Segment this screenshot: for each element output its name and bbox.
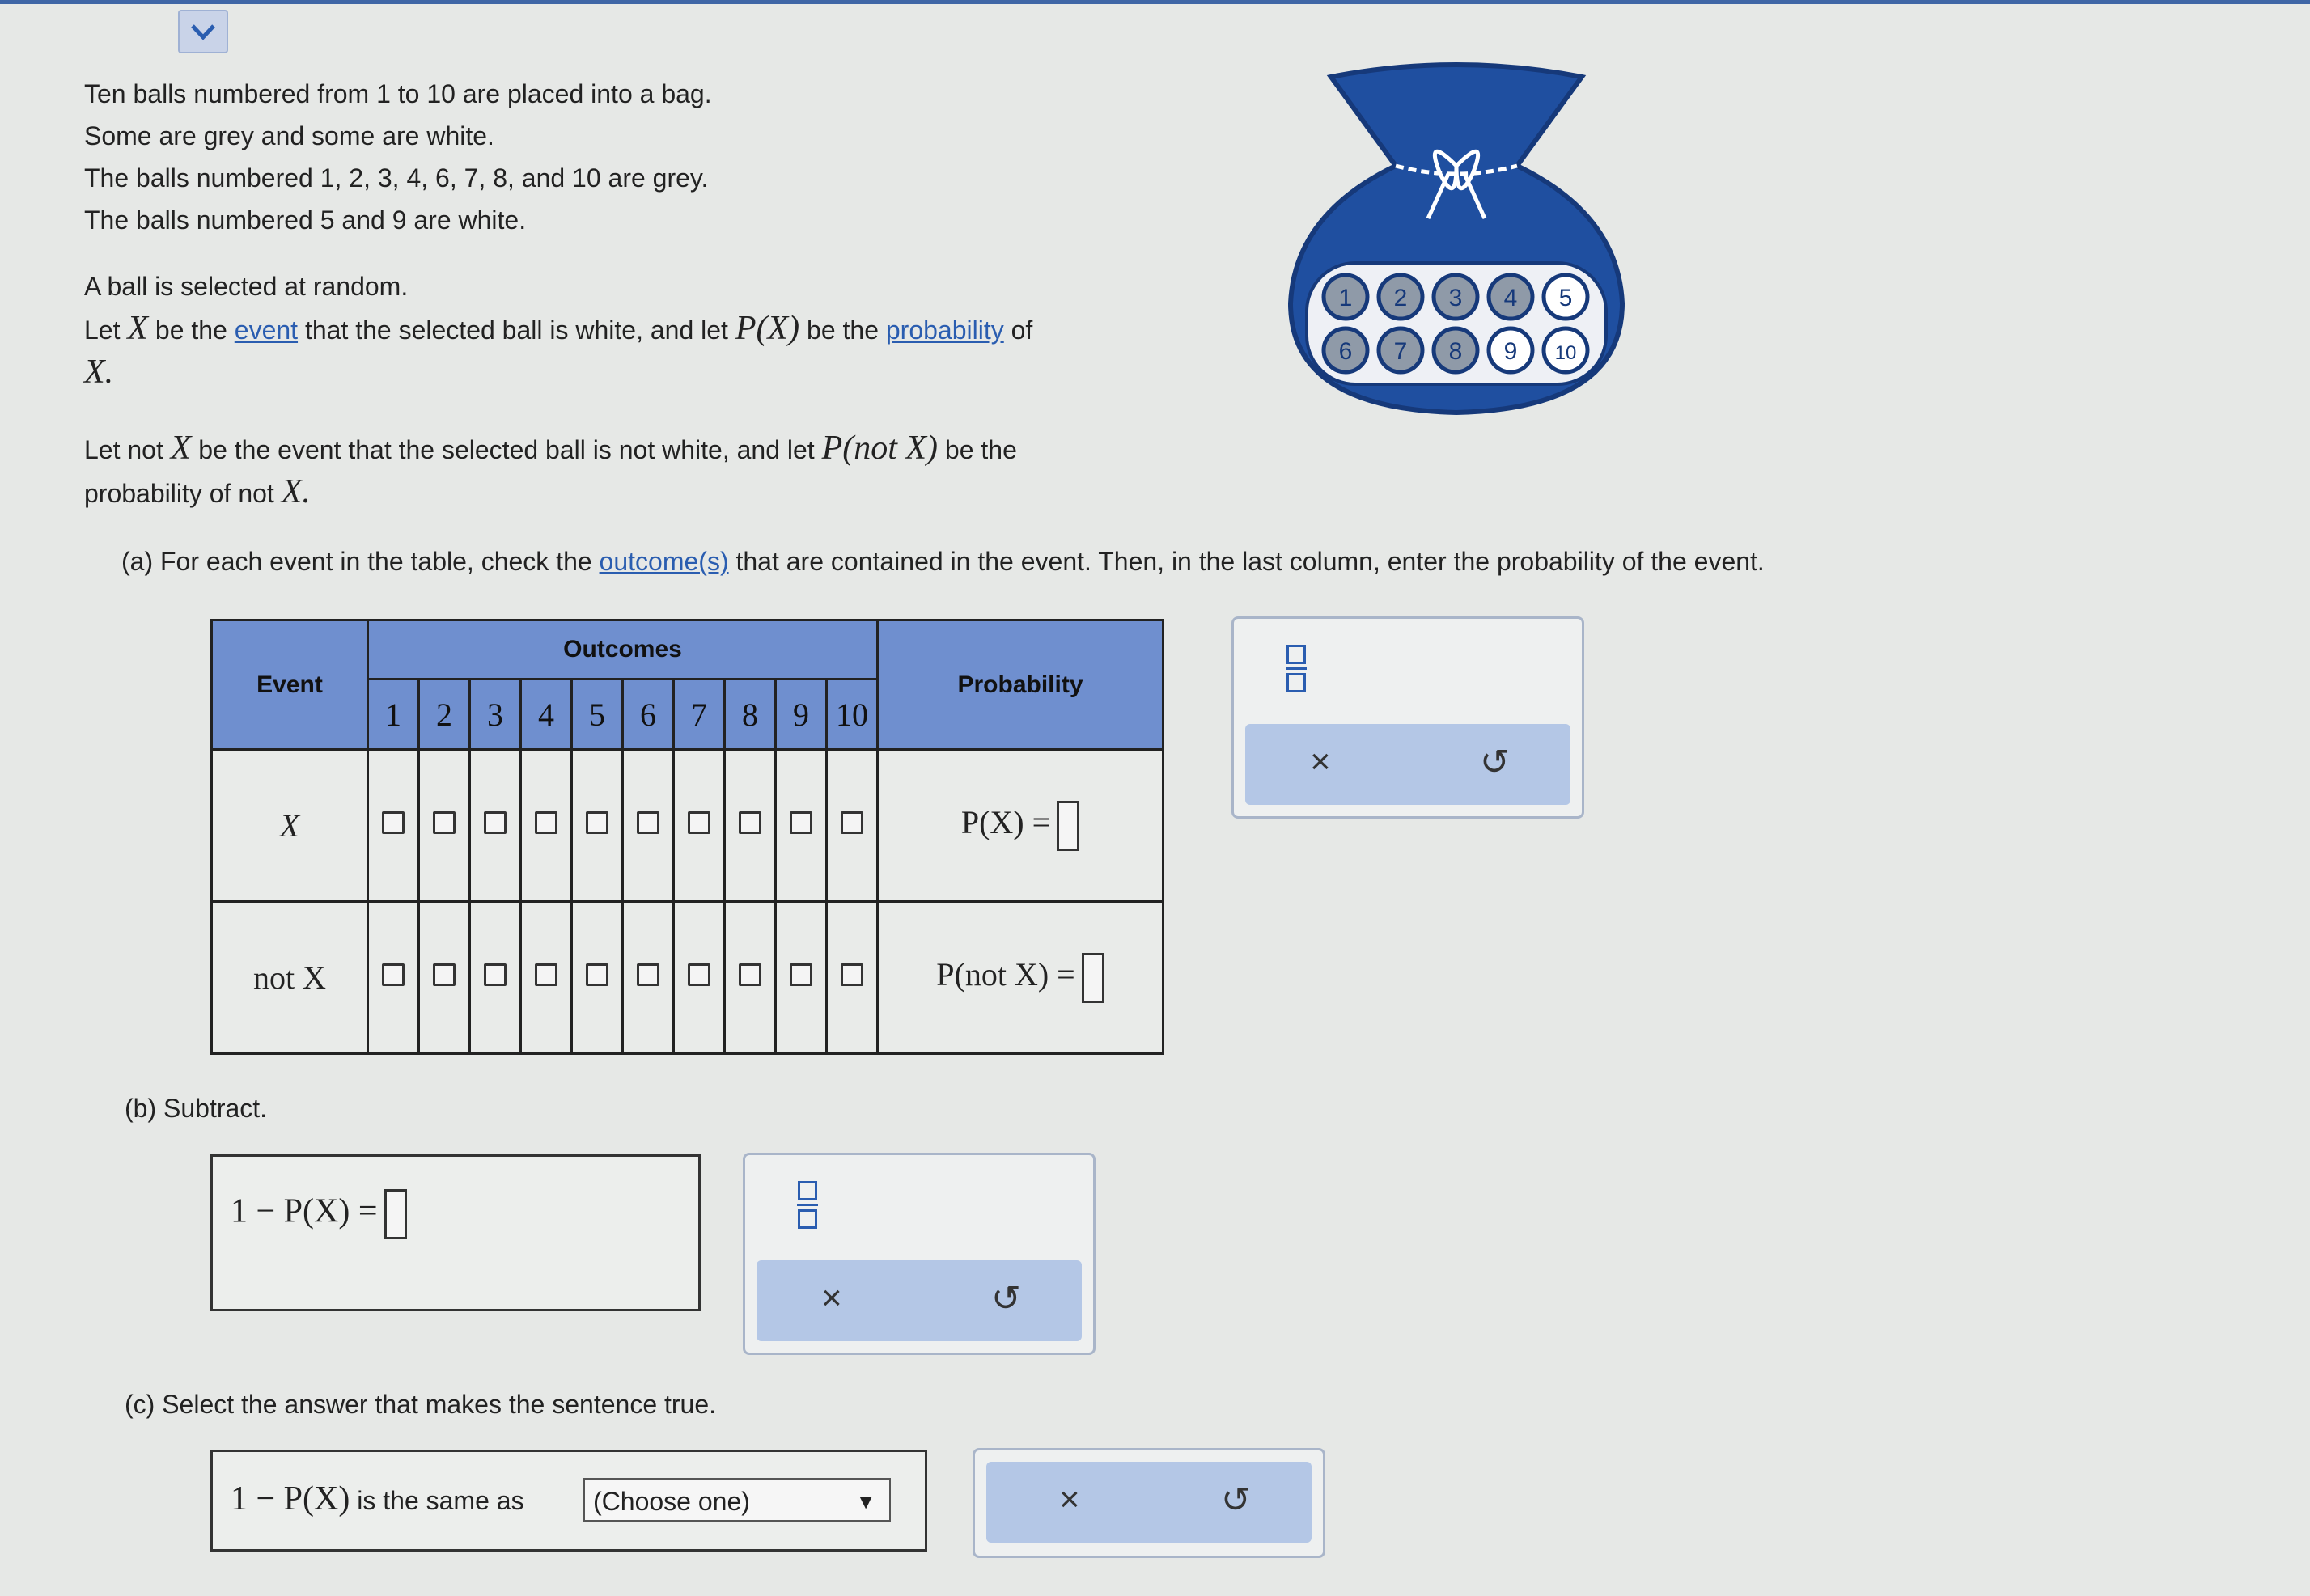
ball-label: 4 — [1503, 285, 1518, 311]
text: that are contained in the event. Then, in the last column, enter the probability of the event. — [728, 547, 1765, 576]
probability-not-x-label: P(not X) = — [936, 955, 1075, 993]
math-var: X. — [84, 353, 114, 391]
clear-button[interactable]: × — [1059, 1480, 1080, 1519]
outcome-checkbox[interactable] — [484, 963, 507, 986]
event-header: Event — [212, 620, 368, 750]
text: that the selected ball is white, and let — [298, 315, 735, 345]
ball-label: 3 — [1448, 285, 1463, 311]
math-expr: P(X) — [735, 310, 800, 347]
fraction-icon[interactable] — [1286, 645, 1307, 692]
problem-line-9 — [84, 471, 1265, 514]
text: probability of not — [84, 479, 282, 508]
clear-button[interactable]: × — [821, 1278, 842, 1318]
outcome-checkbox-cell — [623, 750, 674, 902]
outcomes-header: Outcomes — [368, 620, 878, 679]
outcome-checkbox-cell — [725, 902, 776, 1054]
problem-line-8 — [84, 427, 1265, 471]
part-b-expression — [231, 1189, 407, 1239]
outcome-checkbox-cell — [827, 902, 878, 1054]
probability-header: Probability — [878, 620, 1163, 750]
outcome-checkbox-cell — [674, 750, 725, 902]
outcome-checkbox[interactable] — [688, 811, 710, 834]
outcomes-link[interactable]: outcome(s) — [599, 547, 729, 576]
text: Let — [84, 315, 128, 345]
part-b-toolbox — [743, 1153, 1096, 1355]
math-expr: P(not X) — [821, 430, 939, 467]
part-a-toolbox — [1231, 616, 1584, 819]
undo-icon[interactable]: ↺ — [991, 1279, 1021, 1319]
outcome-checkbox-cell — [368, 750, 419, 902]
part-c-sentence-text: is the same as — [350, 1486, 524, 1515]
fraction-icon[interactable] — [797, 1181, 818, 1229]
outcome-checkbox-cell — [674, 902, 725, 1054]
collapse-toggle[interactable] — [178, 10, 228, 53]
part-c-expression: 1 − P(X) — [231, 1480, 350, 1518]
outcome-checkbox[interactable] — [841, 963, 863, 986]
ball-label: 5 — [1558, 285, 1573, 311]
part-b-answer-box — [210, 1154, 701, 1311]
problem-line-1: Ten balls numbered from 1 to 10 are placed into a bag. — [84, 79, 712, 108]
outcome-number: 9 — [776, 679, 827, 750]
outcome-checkbox[interactable] — [739, 811, 761, 834]
select-value: (Choose one) — [593, 1487, 750, 1516]
top-accent-bar — [0, 0, 2310, 4]
outcome-checkbox-cell — [776, 902, 827, 1054]
part-b-label: (b) Subtract. — [125, 1094, 268, 1123]
outcome-checkbox-cell — [521, 750, 572, 902]
outcome-number: 10 — [827, 679, 878, 750]
text: of — [1003, 315, 1033, 345]
outcome-number: 8 — [725, 679, 776, 750]
outcome-checkbox[interactable] — [535, 963, 557, 986]
outcome-number: 5 — [572, 679, 623, 750]
table-row-x — [212, 750, 1163, 902]
ball-label: 8 — [1448, 338, 1463, 365]
text: (a) For each event in the table, check the — [121, 547, 600, 576]
problem-statement — [84, 73, 1265, 514]
outcome-checkbox-cell — [419, 750, 470, 902]
outcome-checkbox-cell — [419, 902, 470, 1054]
event-link[interactable]: event — [234, 315, 299, 345]
outcome-checkbox[interactable] — [382, 811, 405, 834]
part-b-input[interactable] — [384, 1189, 407, 1239]
outcome-checkbox[interactable] — [382, 963, 405, 986]
part-c-toolbox — [973, 1448, 1325, 1558]
outcome-checkbox[interactable] — [688, 963, 710, 986]
problem-line-2: Some are grey and some are white. — [84, 121, 494, 150]
outcome-number: 1 — [368, 679, 419, 750]
outcome-checkbox[interactable] — [433, 963, 456, 986]
probability-x-label: P(X) = — [960, 803, 1051, 840]
outcome-checkbox-cell — [470, 750, 521, 902]
event-x: X — [212, 750, 368, 902]
problem-line-6 — [84, 307, 1265, 351]
ball-label: 1 — [1338, 285, 1353, 311]
probability-not-x-cell — [878, 902, 1163, 1054]
ball-label: 9 — [1503, 338, 1518, 365]
part-a-instructions — [121, 547, 1765, 577]
part-b-expression-text: 1 − P(X) = — [231, 1192, 378, 1230]
dropdown-arrow-icon: ▼ — [855, 1489, 876, 1513]
outcome-checkbox[interactable] — [535, 811, 557, 834]
outcome-checkbox[interactable] — [586, 963, 608, 986]
outcome-checkbox[interactable] — [637, 963, 659, 986]
outcome-checkbox-cell — [725, 750, 776, 902]
toolbox-action-bar — [757, 1260, 1082, 1341]
outcome-checkbox-cell — [521, 902, 572, 1054]
ball-label: 6 — [1338, 338, 1353, 365]
ball-label: 7 — [1393, 338, 1408, 365]
outcome-number: 6 — [623, 679, 674, 750]
chevron-down-icon — [189, 19, 217, 44]
part-c-answer-box — [210, 1450, 927, 1552]
undo-icon[interactable]: ↺ — [1221, 1480, 1251, 1520]
toolbox-action-bar — [986, 1462, 1312, 1543]
outcome-checkbox-cell — [776, 750, 827, 902]
math-var: X. — [281, 473, 311, 510]
part-c-label: (c) Select the answer that makes the sentence true. — [125, 1390, 717, 1419]
outcome-checkbox-cell — [623, 902, 674, 1054]
choose-one-select[interactable] — [583, 1478, 891, 1522]
probability-link[interactable]: probability — [885, 315, 1004, 345]
text: Let not — [84, 435, 171, 464]
outcome-checkbox-cell — [470, 902, 521, 1054]
ball-bag-illustration — [1282, 61, 1630, 425]
toolbox-action-bar — [1245, 724, 1570, 805]
outcome-checkbox[interactable] — [586, 811, 608, 834]
math-var: X — [170, 430, 192, 467]
outcome-checkbox[interactable] — [790, 811, 812, 834]
outcome-checkbox-cell — [368, 902, 419, 1054]
outcome-checkbox[interactable] — [790, 963, 812, 986]
ball-label: 10 — [1554, 342, 1577, 364]
outcome-checkbox-cell — [827, 750, 878, 902]
outcome-number: 7 — [674, 679, 725, 750]
outcome-checkbox[interactable] — [433, 811, 456, 834]
outcome-number: 4 — [521, 679, 572, 750]
problem-line-4: The balls numbered 5 and 9 are white. — [84, 205, 527, 235]
outcome-checkbox[interactable] — [484, 811, 507, 834]
outcome-checkbox[interactable] — [739, 963, 761, 986]
outcome-checkbox[interactable] — [637, 811, 659, 834]
undo-icon[interactable]: ↺ — [1480, 743, 1510, 782]
ball-label: 2 — [1393, 285, 1408, 311]
problem-line-7 — [84, 351, 1265, 395]
text: be the event that the selected ball is not white, and let — [191, 435, 822, 464]
outcome-checkbox-cell — [572, 902, 623, 1054]
text: be the — [938, 435, 1017, 464]
probability-x-input[interactable] — [1057, 801, 1079, 851]
event-not-x: not X — [212, 902, 368, 1054]
text: be the — [799, 315, 886, 345]
clear-button[interactable]: × — [1310, 742, 1331, 781]
outcome-checkbox[interactable] — [841, 811, 863, 834]
events-table — [210, 619, 1164, 1055]
outcome-number: 3 — [470, 679, 521, 750]
table-row-not-x — [212, 902, 1163, 1054]
probability-not-x-input[interactable] — [1082, 953, 1104, 1003]
math-var: X — [127, 310, 149, 347]
outcome-checkbox-cell — [572, 750, 623, 902]
probability-x-cell — [878, 750, 1163, 902]
outcome-number: 2 — [419, 679, 470, 750]
problem-line-5: A ball is selected at random. — [84, 272, 409, 301]
problem-line-3: The balls numbered 1, 2, 3, 4, 6, 7, 8, and 10 are grey. — [84, 163, 709, 193]
text: be the — [148, 315, 235, 345]
part-c-sentence — [231, 1480, 524, 1518]
